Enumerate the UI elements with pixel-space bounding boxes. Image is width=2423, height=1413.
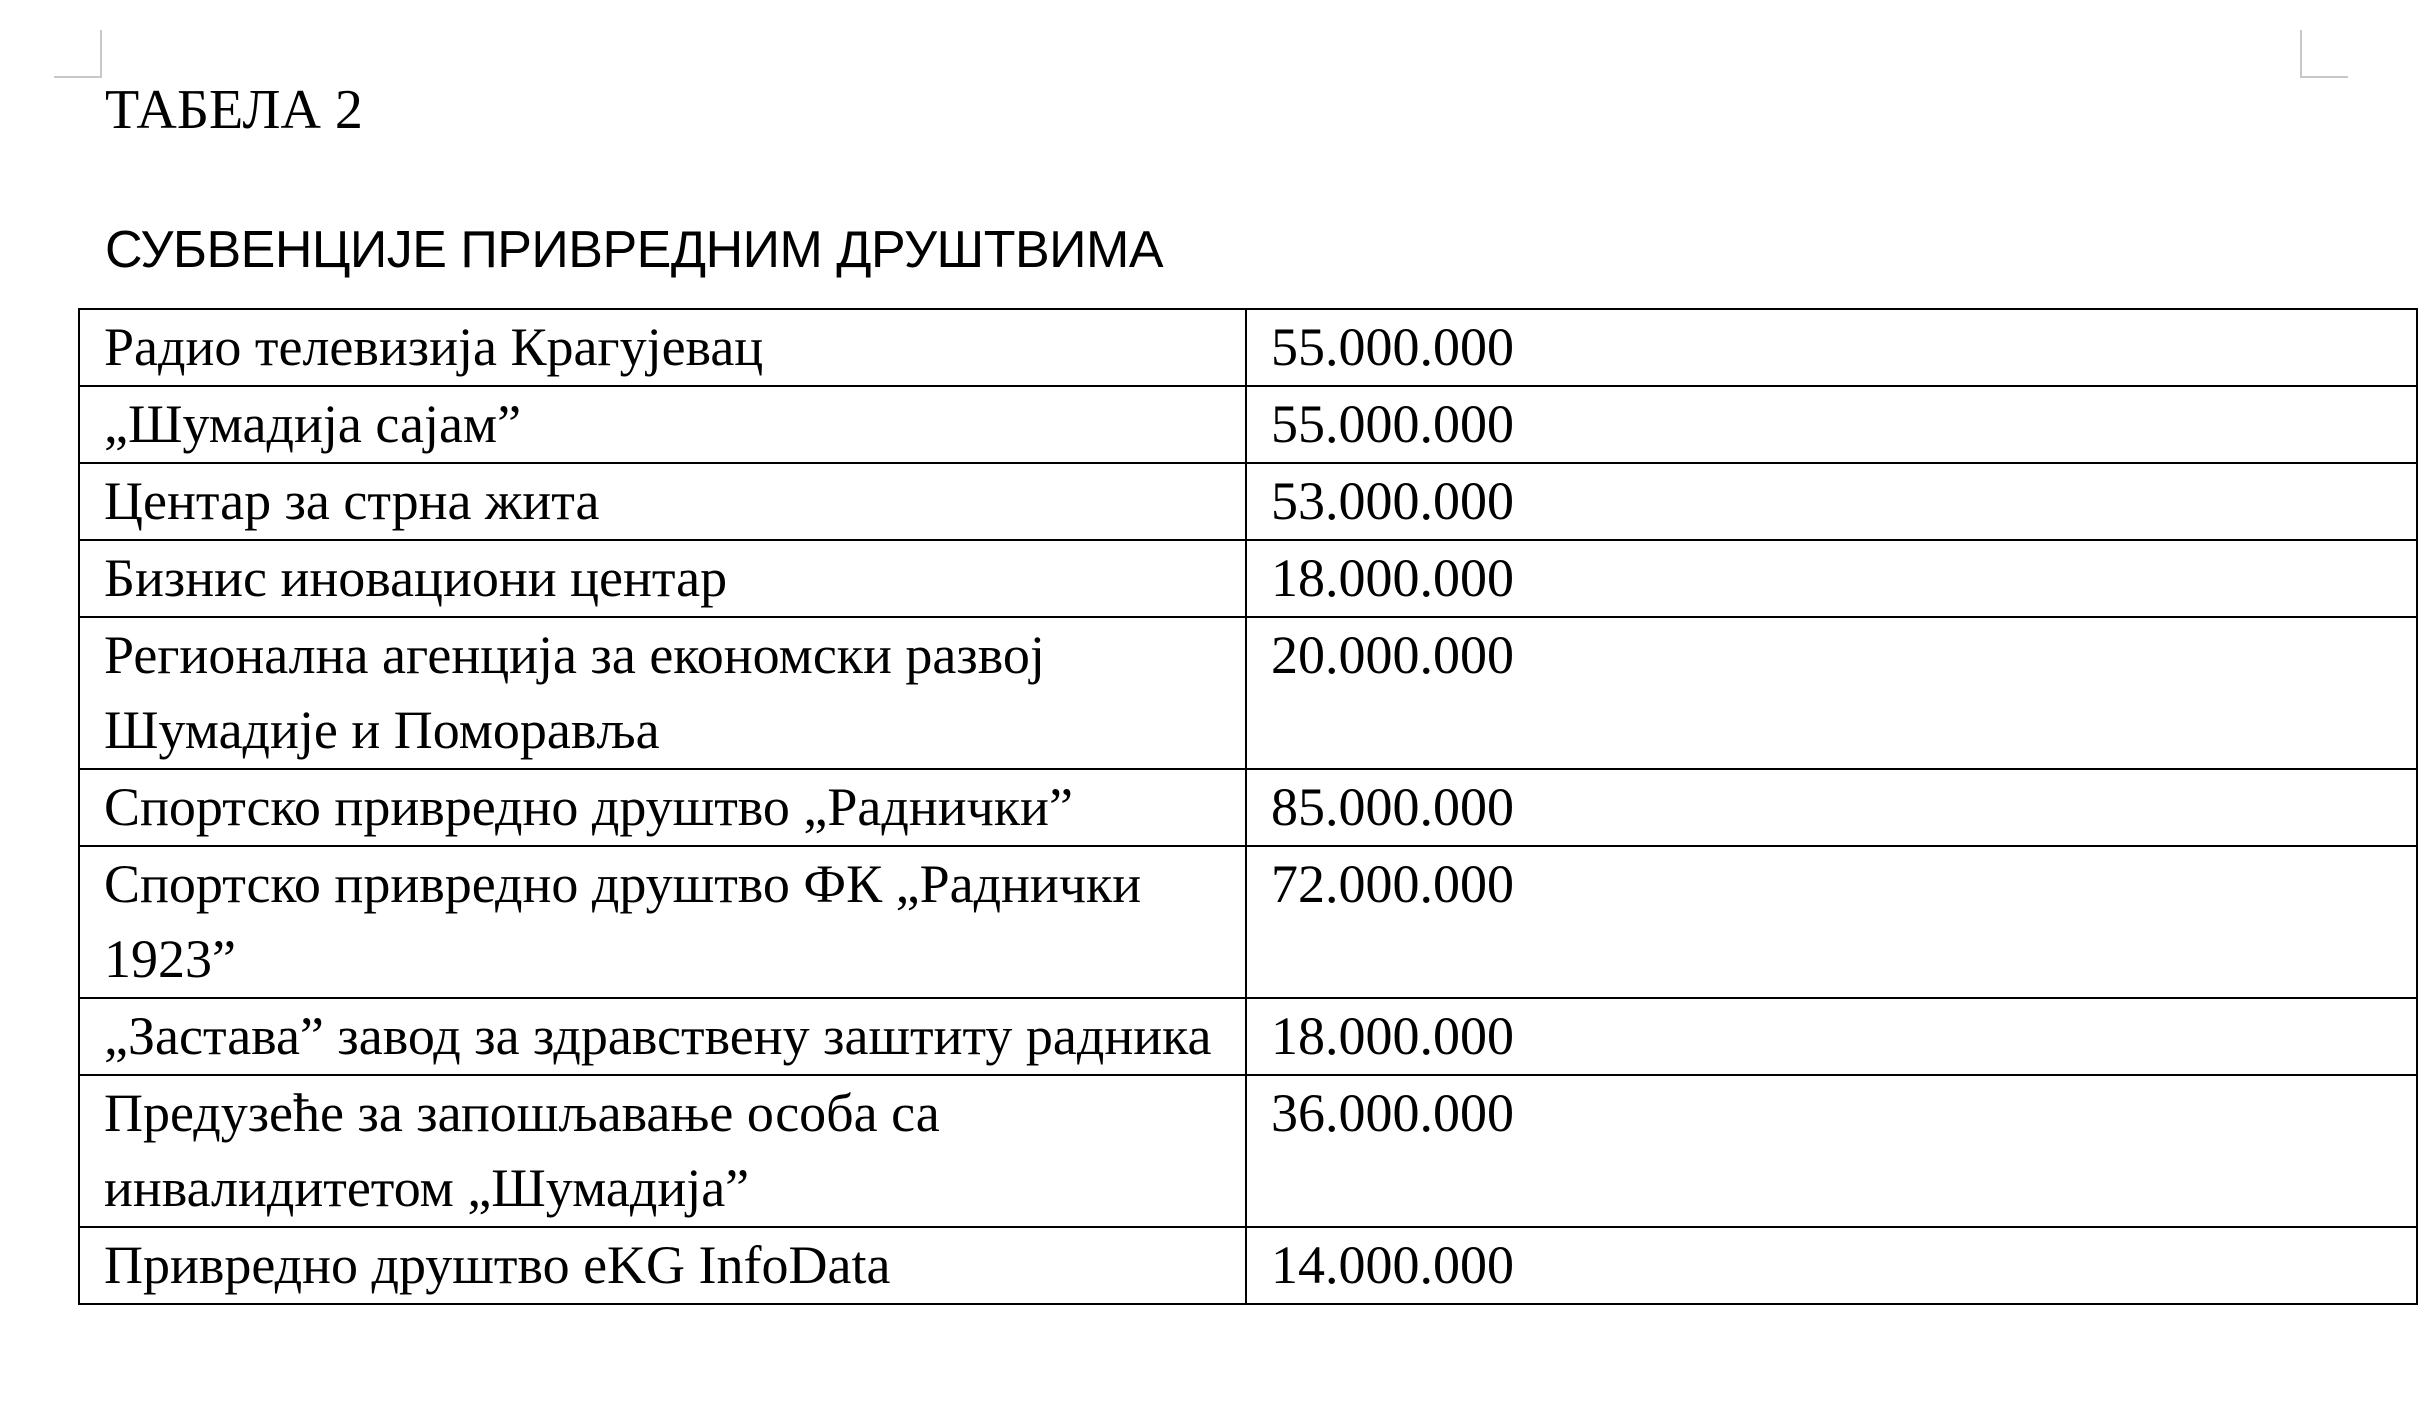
table-row xyxy=(79,540,2417,617)
amount-cell: 55.000.000 xyxy=(1246,386,2417,463)
page-corner-mark-top-left xyxy=(54,30,102,78)
table-row xyxy=(79,846,2417,998)
company-name-cell: Центар за стрна жита xyxy=(79,463,1246,540)
amount-cell: 55.000.000 xyxy=(1246,309,2417,386)
company-name-cell: Радио телевизија Крагујевац xyxy=(79,309,1246,386)
table-row xyxy=(79,309,2417,386)
table-row xyxy=(79,1075,2417,1227)
company-name-cell: Спортско привредно друштво „Раднички” xyxy=(79,769,1246,846)
amount-cell: 18.000.000 xyxy=(1246,540,2417,617)
company-name-cell: Предузеће за запошљавање особа са инвалидитетом „Шумадија” xyxy=(79,1075,1246,1227)
company-name-cell: „Шумадија сајам” xyxy=(79,386,1246,463)
amount-cell: 85.000.000 xyxy=(1246,769,2417,846)
page-corner-mark-top-right xyxy=(2300,30,2348,78)
table-row xyxy=(79,386,2417,463)
table-row xyxy=(79,617,2417,769)
company-name-cell: Регионална агенција за економски развој Шумадије и Поморавља xyxy=(79,617,1246,769)
table-label: ТАБЕЛА 2 xyxy=(105,79,363,141)
amount-cell: 18.000.000 xyxy=(1246,998,2417,1075)
company-name-cell: „Застава” завод за здравствену заштиту радника xyxy=(79,998,1246,1075)
amount-cell: 53.000.000 xyxy=(1246,463,2417,540)
table-row xyxy=(79,1227,2417,1304)
table-row xyxy=(79,769,2417,846)
company-name-cell: Привредно друштво eKG InfoData xyxy=(79,1227,1246,1304)
company-name-cell: Бизнис иновациони центар xyxy=(79,540,1246,617)
amount-cell: 36.000.000 xyxy=(1246,1075,2417,1227)
amount-cell: 14.000.000 xyxy=(1246,1227,2417,1304)
amount-cell: 72.000.000 xyxy=(1246,846,2417,998)
table-row xyxy=(79,463,2417,540)
company-name-cell: Спортско привредно друштво ФК „Раднички 1923” xyxy=(79,846,1246,998)
table-title: СУБВЕНЦИЈЕ ПРИВРЕДНИМ ДРУШТВИМА xyxy=(105,221,1164,279)
subsidies-table xyxy=(78,308,2418,1305)
amount-cell: 20.000.000 xyxy=(1246,617,2417,769)
table-row xyxy=(79,998,2417,1075)
